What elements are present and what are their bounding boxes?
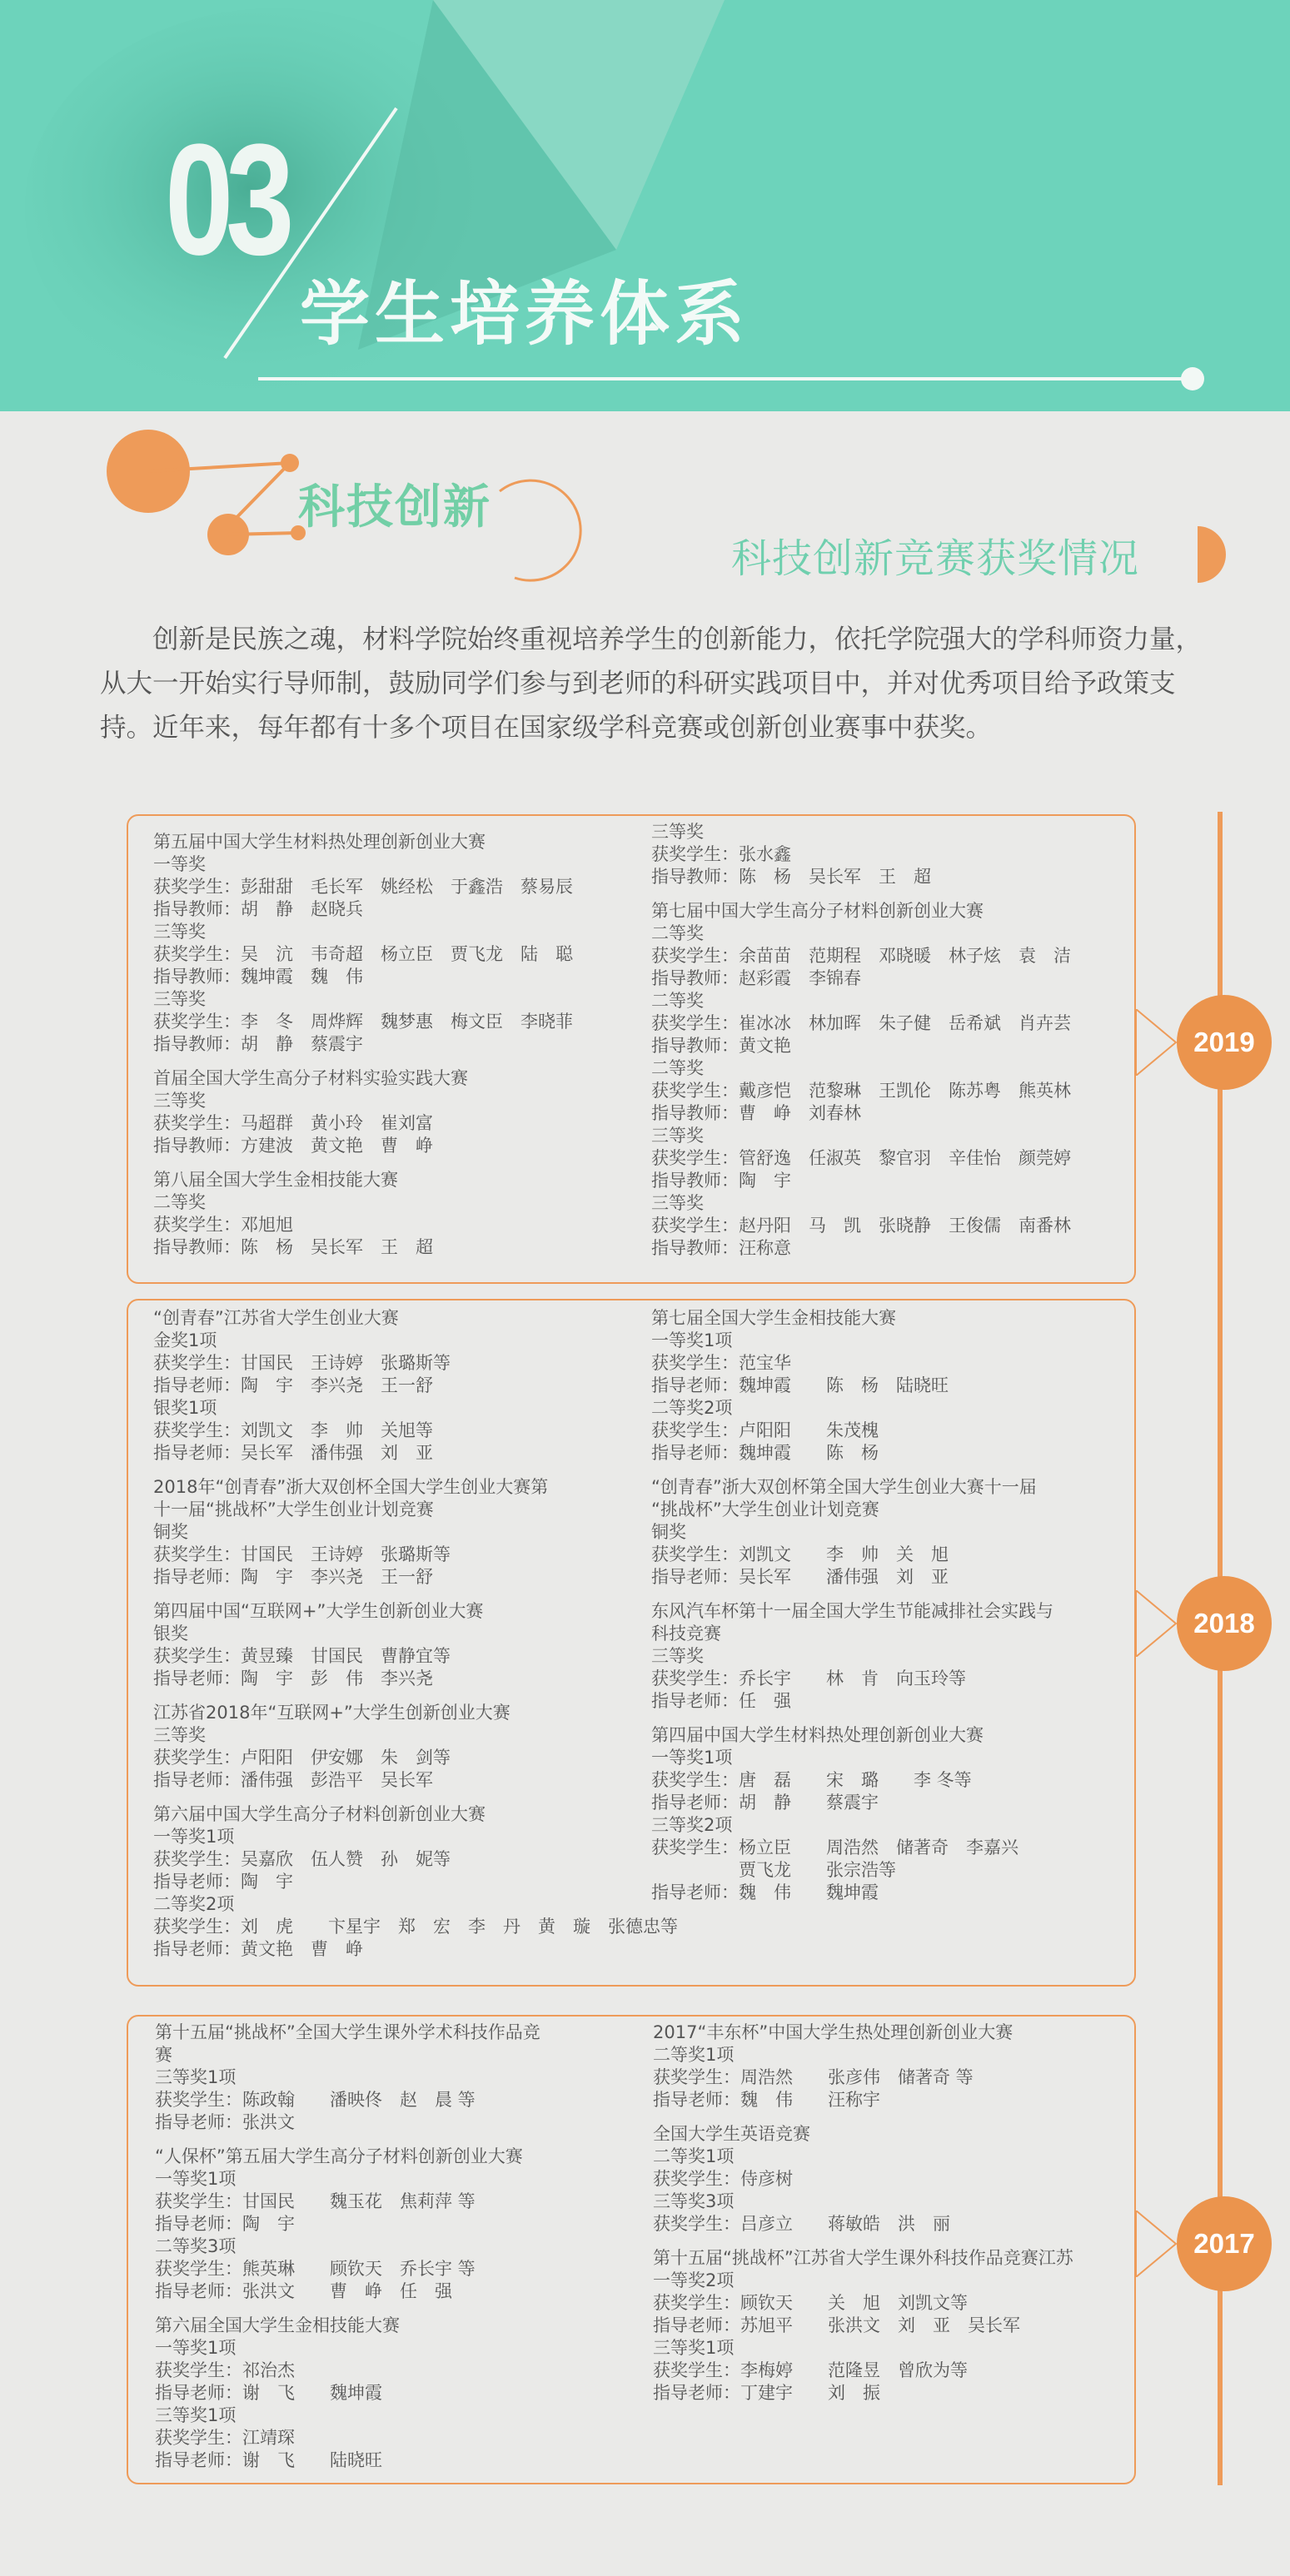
award-line: 指导老师：陶 宇 bbox=[155, 2214, 295, 2234]
award-line: 获奖学生：吴 沆 韦奇超 杨立臣 贾飞龙 陆 聪 bbox=[153, 944, 573, 964]
award-line: 第四届中国“互联网+”大学生创新创业大赛 bbox=[153, 1601, 484, 1621]
award-line: 获奖学生：周浩然 张彦伟 储著奇 等 bbox=[653, 2067, 974, 2087]
award-line: “挑战杯”大学生创业计划竞赛 bbox=[651, 1499, 879, 1519]
award-line: 全国大学生英语竞赛 bbox=[653, 2124, 810, 2144]
award-line: 获奖学生：吕彦立 蒋敏皓 洪 丽 bbox=[653, 2214, 950, 2234]
award-column-left bbox=[153, 1307, 678, 1961]
award-line: 银奖1项 bbox=[153, 1398, 217, 1418]
award-line: 获奖学生：卢阳阳 朱茂槐 bbox=[651, 1420, 879, 1440]
award-column-right bbox=[653, 2022, 1073, 2404]
award-line: 贾飞龙 张宗浩等 bbox=[651, 1860, 896, 1880]
award-line: 第七届中国大学生高分子材料创新创业大赛 bbox=[651, 901, 984, 921]
spacer bbox=[155, 2134, 540, 2146]
award-line: 获奖学生：张水鑫 bbox=[651, 844, 791, 864]
award-line: 十一届“挑战杯”大学生创业计划竞赛 bbox=[153, 1499, 434, 1519]
award-line: 获奖学生：卢阳阳 伊安娜 朱 剑等 bbox=[153, 1748, 451, 1768]
award-line: 指导老师：陶 宇 彭 伟 李兴尧 bbox=[153, 1668, 433, 1688]
award-line: 指导老师：吴长军 潘伟强 刘 亚 bbox=[153, 1443, 433, 1463]
award-line: 三等奖 bbox=[651, 822, 704, 842]
award-line: 首届全国大学生高分子材料实验实践大赛 bbox=[153, 1068, 468, 1088]
spacer bbox=[651, 1465, 1053, 1476]
spacer bbox=[651, 888, 1071, 900]
award-line: 一等奖 bbox=[153, 854, 206, 874]
award-line: 科技竞赛 bbox=[651, 1624, 721, 1644]
spacer bbox=[653, 2111, 1073, 2123]
award-line: 获奖学生：江靖琛 bbox=[155, 2428, 295, 2448]
award-line: 指导教师：陈 杨 吴长军 王 超 bbox=[153, 1237, 433, 1257]
award-line: 指导老师：黄文艳 曹 峥 bbox=[153, 1939, 363, 1959]
award-line: 获奖学生：祁治杰 bbox=[155, 2360, 295, 2380]
award-line: “人保杯”第五届大学生高分子材料创新创业大赛 bbox=[155, 2146, 523, 2166]
section-title: 科技创新 bbox=[298, 480, 491, 535]
award-line: 二等奖 bbox=[651, 923, 704, 943]
award-line: 获奖学生：马超群 黄小玲 崔刘富 bbox=[153, 1113, 433, 1133]
award-line: 三等奖1项 bbox=[653, 2338, 735, 2358]
award-box-2019 bbox=[127, 814, 1136, 1284]
award-line: 二等奖1项 bbox=[653, 2045, 735, 2065]
award-line: 获奖学生：彭甜甜 毛长军 姚经松 于鑫浩 蔡易辰 bbox=[153, 877, 573, 897]
award-line: 三等奖2项 bbox=[651, 1815, 733, 1835]
award-line: 铜奖 bbox=[651, 1522, 686, 1542]
award-line: 获奖学生：甘国民 王诗婷 张璐斯等 bbox=[153, 1544, 451, 1564]
award-line: 第八届全国大学生金相技能大赛 bbox=[153, 1170, 398, 1190]
award-line: 获奖学生：甘国民 王诗婷 张璐斯等 bbox=[153, 1353, 451, 1373]
year-badge-2017: 2017 bbox=[1177, 2196, 1272, 2291]
award-line: 获奖学生：黄昱臻 甘国民 曹静宜等 bbox=[153, 1646, 451, 1666]
award-line: 指导老师：谢 飞 陆晓旺 bbox=[155, 2450, 382, 2470]
award-line: 指导教师：胡 静 蔡震宇 bbox=[153, 1034, 363, 1054]
award-line: 获奖学生：赵丹阳 马 凯 张晓静 王俊儒 南番林 bbox=[651, 1216, 1071, 1236]
award-line: 一等奖1项 bbox=[155, 2338, 237, 2358]
award-line: 二等奖2项 bbox=[153, 1894, 235, 1914]
year-badge-2019: 2019 bbox=[1177, 995, 1272, 1090]
award-line: 一等奖2项 bbox=[653, 2270, 735, 2290]
award-line: 获奖学生：戴彦恺 范黎琳 王凯伦 陈苏粤 熊英林 bbox=[651, 1081, 1071, 1101]
award-line: 三等奖 bbox=[651, 1126, 704, 1146]
award-line: 获奖学生：顾钦天 关 旭 刘凯文等 bbox=[653, 2293, 968, 2313]
award-line: 三等奖 bbox=[153, 989, 206, 1009]
award-line: 指导老师：苏旭平 张洪文 刘 亚 吴长军 bbox=[653, 2315, 1020, 2335]
pointer-2017 bbox=[1136, 2210, 1178, 2277]
spacer bbox=[651, 1589, 1053, 1600]
award-line: 一等奖1项 bbox=[153, 1827, 235, 1847]
award-line: 银奖 bbox=[153, 1624, 188, 1644]
chapter-number: 03 bbox=[165, 112, 287, 288]
award-line: 第四届中国大学生材料热处理创新创业大赛 bbox=[651, 1725, 984, 1745]
award-line: 指导老师：丁建宇 刘 振 bbox=[653, 2383, 880, 2403]
award-line: 指导教师：魏坤霞 魏 伟 bbox=[153, 967, 363, 987]
award-line: 获奖学生：李梅婷 范隆昱 曾欣为等 bbox=[653, 2360, 968, 2380]
award-box-2017 bbox=[127, 2015, 1136, 2484]
award-line: 指导教师：赵彩霞 李锦春 bbox=[651, 968, 861, 988]
award-line: 指导老师：张洪文 bbox=[155, 2112, 295, 2132]
award-line: 二等奖 bbox=[153, 1192, 206, 1212]
award-line: 第六届中国大学生高分子材料创新创业大赛 bbox=[153, 1804, 486, 1824]
award-line: “创青春”浙大双创杯第全国大学生创业大赛十一届 bbox=[651, 1477, 1037, 1497]
award-line: 三等奖 bbox=[651, 1646, 704, 1666]
award-line: 指导老师：魏 伟 汪称宇 bbox=[653, 2090, 880, 2110]
award-line: 指导老师：胡 静 蔡震宇 bbox=[651, 1793, 879, 1813]
spacer bbox=[651, 1713, 1053, 1724]
award-line: 第六届全国大学生金相技能大赛 bbox=[155, 2315, 400, 2335]
award-line: 获奖学生：唐 磊 宋 璐 李 冬等 bbox=[651, 1770, 972, 1790]
award-line: 指导老师：谢 飞 魏坤霞 bbox=[155, 2383, 382, 2403]
award-line: 指导老师：陶 宇 李兴尧 王一舒 bbox=[153, 1567, 433, 1587]
award-line: 获奖学生：杨立臣 周浩然 储著奇 李嘉兴 bbox=[651, 1838, 1019, 1857]
award-line: 获奖学生：管舒逸 任淑英 黎官羽 辛佳怡 颜莞婷 bbox=[651, 1148, 1071, 1168]
spacer bbox=[153, 1157, 573, 1169]
section-subtitle: 科技创新竞赛获奖情况 bbox=[731, 535, 1140, 582]
award-line: 二等奖 bbox=[651, 1058, 704, 1078]
award-line: 2017“丰东杯”中国大学生热处理创新创业大赛 bbox=[653, 2022, 1014, 2042]
award-column-right bbox=[651, 1307, 1053, 1904]
award-line: 指导教师：曹 峥 刘春林 bbox=[651, 1103, 861, 1123]
intro-paragraph: 创新是民族之魂，材料学院始终重视培养学生的创新能力，依托学院强大的学科师资力量，从大一开始实行导师制，鼓励同学们参与到老师的科研实践项目中，并对优秀项目给予政策支持。近年来，每年都有十多个项目在国家级学科竞赛或创新创业赛事中获奖。 bbox=[100, 624, 1203, 743]
award-line: 2018年“创青春”浙大双创杯全国大学生创业大赛第 bbox=[153, 1477, 549, 1497]
award-line: 指导教师：陶 宇 bbox=[651, 1171, 791, 1191]
spacer bbox=[153, 1792, 678, 1803]
award-column-left bbox=[155, 2022, 540, 2472]
award-line: 指导老师：陶 宇 bbox=[153, 1872, 293, 1892]
award-line: 一等奖1项 bbox=[651, 1748, 733, 1768]
spacer bbox=[153, 1589, 678, 1600]
award-line: 指导老师：魏坤霞 陈 杨 bbox=[651, 1443, 879, 1463]
award-line: 三等奖 bbox=[153, 1091, 206, 1111]
chapter-title: 学生培养体系 bbox=[300, 273, 750, 355]
award-line: 铜奖 bbox=[153, 1522, 188, 1542]
award-line: “创青春”江苏省大学生创业大赛 bbox=[153, 1308, 399, 1328]
award-line: 二等奖2项 bbox=[651, 1398, 733, 1418]
award-line: 获奖学生：吴嘉欣 伍人赞 孙 妮等 bbox=[153, 1849, 451, 1869]
award-line: 指导教师：汪称意 bbox=[651, 1238, 791, 1258]
award-line: 指导教师：胡 静 赵晓兵 bbox=[153, 899, 363, 919]
award-line: 获奖学生：刘凯文 李 帅 关 旭 bbox=[651, 1544, 949, 1564]
award-line: 东风汽车杯第十一届全国大学生节能减排社会实践与 bbox=[651, 1601, 1053, 1621]
spacer bbox=[653, 2235, 1073, 2247]
award-line: 获奖学生：范宝华 bbox=[651, 1353, 791, 1373]
spacer bbox=[153, 1690, 678, 1702]
award-line: 获奖学生：余苗苗 范期程 邓晓暖 林子炫 袁 洁 bbox=[651, 946, 1071, 966]
award-line: 获奖学生：刘 虎 卞星宇 郑 宏 李 丹 黄 璇 张德忠等 bbox=[153, 1917, 678, 1937]
award-line: 获奖学生：陈政翰 潘映佟 赵 晨 等 bbox=[155, 2090, 476, 2110]
award-line: 三等奖 bbox=[153, 1725, 206, 1745]
award-line: 获奖学生：邓旭旭 bbox=[153, 1215, 293, 1235]
award-line: 第七届全国大学生金相技能大赛 bbox=[651, 1308, 896, 1328]
award-line: 指导老师：吴长军 潘伟强 刘 亚 bbox=[651, 1567, 949, 1587]
award-line: 第十五届“挑战杯”江苏省大学生课外科技作品竞赛江苏 bbox=[653, 2248, 1073, 2268]
award-line: 指导老师：任 强 bbox=[651, 1691, 791, 1711]
award-line: 指导老师：潘伟强 彭浩平 吴长军 bbox=[153, 1770, 433, 1790]
award-line: 指导教师：陈 杨 吴长军 王 超 bbox=[651, 867, 931, 887]
award-line: 指导老师：陶 宇 李兴尧 王一舒 bbox=[153, 1375, 433, 1395]
header-banner bbox=[0, 0, 1290, 411]
award-line: 获奖学生：李 冬 周烨辉 魏梦惠 梅文臣 李晓菲 bbox=[153, 1012, 573, 1032]
award-box-2018 bbox=[127, 1299, 1136, 1987]
award-line: 二等奖 bbox=[651, 991, 704, 1011]
award-line: 三等奖 bbox=[651, 1193, 704, 1213]
award-line: 获奖学生：甘国民 魏玉花 焦莉萍 等 bbox=[155, 2191, 476, 2211]
award-line: 获奖学生：乔长宇 林 肯 向玉玲等 bbox=[651, 1668, 966, 1688]
award-line: 指导老师：魏坤霞 陈 杨 陆晓旺 bbox=[651, 1375, 949, 1395]
award-line: 金奖1项 bbox=[153, 1330, 217, 1350]
award-line: 二等奖3项 bbox=[155, 2236, 237, 2256]
award-line: 指导教师：方建波 黄文艳 曹 峥 bbox=[153, 1136, 433, 1156]
award-column-right bbox=[651, 821, 1071, 1260]
award-line: 获奖学生：熊英琳 顾钦天 乔长宇 等 bbox=[155, 2259, 476, 2279]
award-line: 一等奖1项 bbox=[651, 1330, 733, 1350]
award-line: 获奖学生：刘凯文 李 帅 关旭等 bbox=[153, 1420, 433, 1440]
award-line: 赛 bbox=[155, 2045, 172, 2065]
award-line: 三等奖1项 bbox=[155, 2405, 237, 2425]
award-line: 指导教师：黄文艳 bbox=[651, 1036, 791, 1056]
award-line: 指导老师：魏 伟 魏坤霞 bbox=[651, 1882, 879, 1902]
award-line: 江苏省2018年“互联网+”大学生创新创业大赛 bbox=[153, 1703, 511, 1723]
award-line: 获奖学生：崔冰冰 林加晖 朱子健 岳希斌 肖卉芸 bbox=[651, 1013, 1071, 1033]
award-line: 第五届中国大学生材料热处理创新创业大赛 bbox=[153, 832, 486, 852]
award-line: 指导老师：张洪文 曹 峥 任 强 bbox=[155, 2281, 452, 2301]
award-line: 三等奖3项 bbox=[653, 2191, 735, 2211]
year-badge-2018: 2018 bbox=[1177, 1576, 1272, 1671]
award-column-left bbox=[153, 831, 573, 1259]
award-line: 二等奖1项 bbox=[653, 2146, 735, 2166]
pointer-2018 bbox=[1136, 1590, 1178, 1657]
spacer bbox=[155, 2303, 540, 2315]
award-line: 三等奖 bbox=[153, 922, 206, 942]
spacer bbox=[153, 1056, 573, 1067]
award-line: 获奖学生：侍彦树 bbox=[653, 2169, 793, 2189]
pointer-2019 bbox=[1136, 1009, 1178, 1076]
award-line: 三等奖1项 bbox=[155, 2067, 237, 2087]
spacer bbox=[153, 1465, 678, 1476]
award-line: 第十五届“挑战杯”全国大学生课外学术科技作品竞 bbox=[155, 2022, 540, 2042]
award-line: 一等奖1项 bbox=[155, 2169, 237, 2189]
